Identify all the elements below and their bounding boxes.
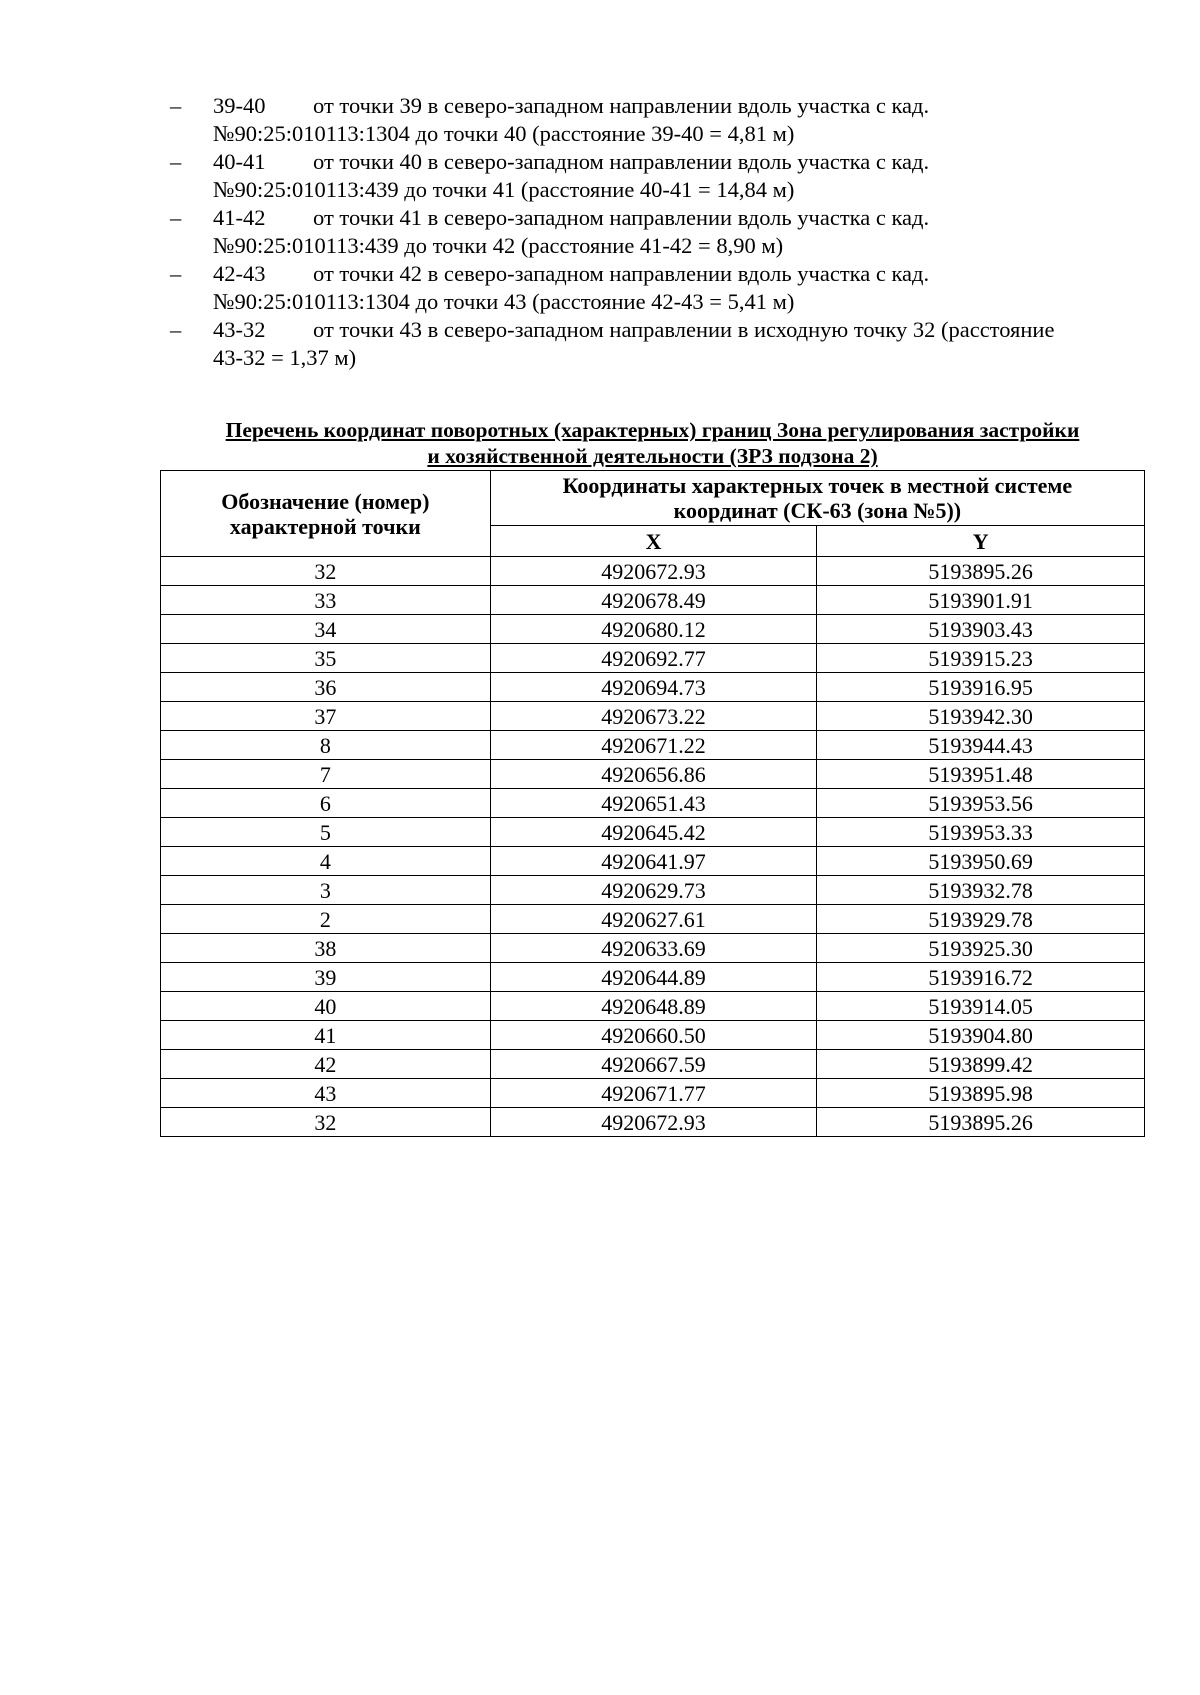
- list-dash: –: [170, 205, 182, 230]
- x-coordinate-cell: 4920651.43: [490, 789, 817, 818]
- point-number-cell: 35: [161, 644, 491, 673]
- point-number-cell: 6: [161, 789, 491, 818]
- segment-description-line1: от точки 43 в северо-западном направлении в исходную точку 32 (расстояние: [313, 317, 1055, 342]
- table-row: [161, 1079, 1145, 1108]
- x-coordinate-cell: 4920672.93: [490, 557, 817, 586]
- point-number-cell: 2: [161, 905, 491, 934]
- header-point-number: Обозначение (номер) характерной точки: [161, 471, 491, 557]
- x-coordinate-cell: 4920672.93: [490, 1108, 817, 1137]
- table-row: [161, 992, 1145, 1021]
- list-dash: –: [170, 261, 182, 286]
- point-number-cell: 38: [161, 934, 491, 963]
- x-coordinate-cell: 4920629.73: [490, 876, 817, 905]
- y-coordinate-cell: 5193914.05: [817, 992, 1145, 1021]
- table-header-row: [161, 471, 1145, 526]
- y-coordinate-cell: 5193903.43: [817, 615, 1145, 644]
- y-coordinate-cell: 5193901.91: [817, 586, 1145, 615]
- y-coordinate-cell: 5193953.56: [817, 789, 1145, 818]
- segment-code: 39-40: [213, 93, 266, 118]
- segment-description-line2: №90:25:010113:1304 до точки 43 (расстояние 42-43 = 5,41 м): [213, 289, 795, 314]
- x-coordinate-cell: 4920656.86: [490, 760, 817, 789]
- point-number-cell: 40: [161, 992, 491, 1021]
- y-coordinate-cell: 5193951.48: [817, 760, 1145, 789]
- boundary-segment-list: [170, 92, 1130, 372]
- x-coordinate-cell: 4920644.89: [490, 963, 817, 992]
- point-number-cell: 32: [161, 1108, 491, 1137]
- y-coordinate-cell: 5193942.30: [817, 702, 1145, 731]
- point-number-cell: 4: [161, 847, 491, 876]
- point-number-cell: 37: [161, 702, 491, 731]
- y-coordinate-cell: 5193916.95: [817, 673, 1145, 702]
- x-coordinate-cell: 4920627.61: [490, 905, 817, 934]
- table-row: [161, 1108, 1145, 1137]
- x-coordinate-cell: 4920694.73: [490, 673, 817, 702]
- y-coordinate-cell: 5193925.30: [817, 934, 1145, 963]
- table-row: [161, 673, 1145, 702]
- list-dash: –: [170, 317, 182, 342]
- table-row: [161, 934, 1145, 963]
- y-coordinate-cell: 5193950.69: [817, 847, 1145, 876]
- table-row: [161, 876, 1145, 905]
- boundary-segment: [170, 260, 1130, 316]
- table-row: [161, 963, 1145, 992]
- table-row: [161, 702, 1145, 731]
- table-title-line1: Перечень координат поворотных (характерных) границ Зона регулирования застройки: [225, 418, 1080, 442]
- point-number-cell: 34: [161, 615, 491, 644]
- list-dash: –: [170, 149, 182, 174]
- table-row: [161, 760, 1145, 789]
- segment-code: 41-42: [213, 205, 266, 230]
- table-row: [161, 586, 1145, 615]
- segment-description-line1: от точки 40 в северо-западном направлении вдоль участка с кад.: [313, 149, 930, 174]
- segment-description-line2: №90:25:010113:1304 до точки 40 (расстояние 39-40 = 4,81 м): [213, 121, 795, 146]
- table-row: [161, 789, 1145, 818]
- x-coordinate-cell: 4920633.69: [490, 934, 817, 963]
- table-row: [161, 557, 1145, 586]
- segment-description-line2: №90:25:010113:439 до точки 41 (расстояние 40-41 = 14,84 м): [213, 177, 795, 202]
- point-number-cell: 32: [161, 557, 491, 586]
- header-x: X: [490, 526, 817, 557]
- segment-code: 40-41: [213, 149, 266, 174]
- segment-description-line1: от точки 41 в северо-западном направлении вдоль участка с кад.: [313, 205, 930, 230]
- y-coordinate-cell: 5193929.78: [817, 905, 1145, 934]
- x-coordinate-cell: 4920667.59: [490, 1050, 817, 1079]
- point-number-cell: 41: [161, 1021, 491, 1050]
- y-coordinate-cell: 5193916.72: [817, 963, 1145, 992]
- table-row: [161, 905, 1145, 934]
- x-coordinate-cell: 4920641.97: [490, 847, 817, 876]
- table-row: [161, 847, 1145, 876]
- header-y: Y: [817, 526, 1145, 557]
- boundary-segment: [170, 92, 1130, 148]
- table-row: [161, 818, 1145, 847]
- y-coordinate-cell: 5193915.23: [817, 644, 1145, 673]
- y-coordinate-cell: 5193899.42: [817, 1050, 1145, 1079]
- segment-code: 42-43: [213, 261, 266, 286]
- boundary-segment: [170, 316, 1130, 372]
- table-row: [161, 615, 1145, 644]
- segment-description-line1: от точки 39 в северо-западном направлении вдоль участка с кад.: [313, 93, 930, 118]
- point-number-cell: 33: [161, 586, 491, 615]
- table-row: [161, 644, 1145, 673]
- segment-description-line1: от точки 42 в северо-западном направлении вдоль участка с кад.: [313, 261, 930, 286]
- x-coordinate-cell: 4920660.50: [490, 1021, 817, 1050]
- point-number-cell: 39: [161, 963, 491, 992]
- y-coordinate-cell: 5193895.98: [817, 1079, 1145, 1108]
- point-number-cell: 43: [161, 1079, 491, 1108]
- y-coordinate-cell: 5193904.80: [817, 1021, 1145, 1050]
- table-body: [161, 557, 1145, 1137]
- table-title-line2: и хозяйственной деятельности (ЗРЗ подзона 2): [427, 444, 878, 468]
- x-coordinate-cell: 4920680.12: [490, 615, 817, 644]
- table-row: [161, 1050, 1145, 1079]
- y-coordinate-cell: 5193944.43: [817, 731, 1145, 760]
- segment-code: 43-32: [213, 317, 266, 342]
- y-coordinate-cell: 5193895.26: [817, 557, 1145, 586]
- y-coordinate-cell: 5193932.78: [817, 876, 1145, 905]
- boundary-segment: [170, 148, 1130, 204]
- y-coordinate-cell: 5193953.33: [817, 818, 1145, 847]
- table-title: [160, 417, 1145, 469]
- point-number-cell: 8: [161, 731, 491, 760]
- point-number-cell: 5: [161, 818, 491, 847]
- y-coordinate-cell: 5193895.26: [817, 1108, 1145, 1137]
- point-number-cell: 42: [161, 1050, 491, 1079]
- x-coordinate-cell: 4920678.49: [490, 586, 817, 615]
- list-dash: –: [170, 93, 182, 118]
- x-coordinate-cell: 4920671.77: [490, 1079, 817, 1108]
- x-coordinate-cell: 4920671.22: [490, 731, 817, 760]
- x-coordinate-cell: 4920648.89: [490, 992, 817, 1021]
- point-number-cell: 36: [161, 673, 491, 702]
- segment-description-line2: №90:25:010113:439 до точки 42 (расстояние 41-42 = 8,90 м): [213, 233, 784, 258]
- point-number-cell: 3: [161, 876, 491, 905]
- table-row: [161, 731, 1145, 760]
- header-coordinates: Координаты характерных точек в местной системе координат (СК-63 (зона №5)): [490, 471, 1144, 526]
- x-coordinate-cell: 4920673.22: [490, 702, 817, 731]
- segment-description-line2: 43-32 = 1,37 м): [213, 345, 357, 370]
- point-number-cell: 7: [161, 760, 491, 789]
- table-row: [161, 1021, 1145, 1050]
- x-coordinate-cell: 4920692.77: [490, 644, 817, 673]
- coordinates-table: [160, 470, 1145, 1137]
- x-coordinate-cell: 4920645.42: [490, 818, 817, 847]
- boundary-segment: [170, 204, 1130, 260]
